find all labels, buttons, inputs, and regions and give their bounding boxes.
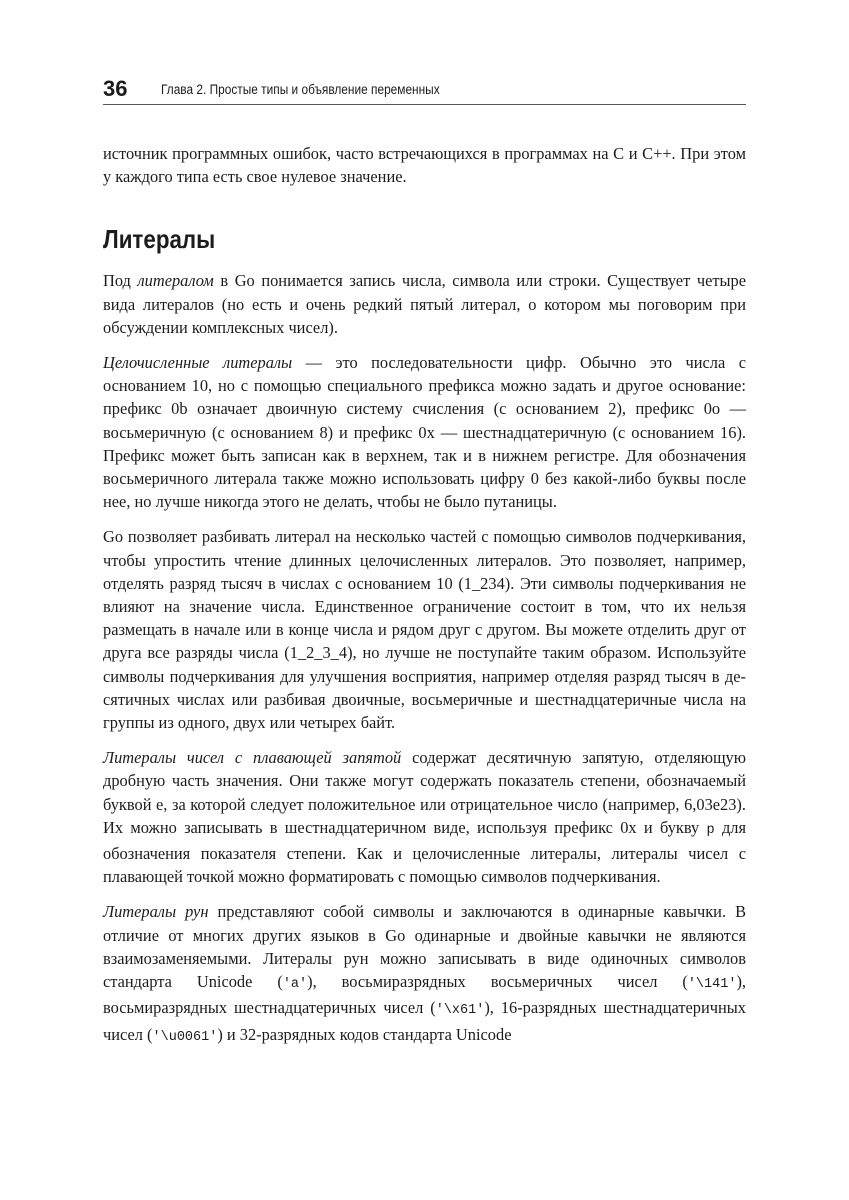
text-run: ) и 32-разрядных кодов стандарта Unicode [217, 1024, 512, 1044]
paragraph-underscores [103, 525, 746, 734]
paragraph-integer-literals [103, 351, 746, 513]
term-literal: литералом [137, 271, 214, 291]
text-run: — это последовательности цифр. Обычно это числа с основанием 10, но с помощью специального префикса можно задать и другое основание: префикс 0b означает двоичную систему счисления (с основанием 2), префикс 0o — восьмеричную (с основанием 8) и префикс 0x — шестнадцатеричную (с основанием 16). Префикс может быть записан как в верхнем, так и в нижнем регистре. Для обозначения восьмеричного литерала также можно использовать цифру 0 без какой-либо буквы после нее, но лучше никогда этого не делать, чтобы не было путаницы. [103, 353, 746, 512]
page-number: 36 [103, 76, 128, 101]
running-title: Глава 2. Простые типы и объявление переменных [161, 82, 440, 97]
term-integer-literals: Целочисленные литералы [103, 353, 293, 373]
paragraph-rune-literals [103, 900, 746, 1048]
text-run: ), восьмиразрядных шестнадцатеричных чисел ( [103, 972, 746, 1018]
paragraph-float-literals [103, 746, 746, 888]
section-heading: Литералы [103, 224, 216, 255]
code-rune-hex: '\x61' [435, 1003, 485, 1019]
term-rune-literals: Литералы рун [103, 902, 209, 922]
text-run: представляют собой символы и заключаются в одинарные кавычки. В отличие от многих других языков в Go одинарные и двойные кавычки не являются взаимозаменяемыми. Литералы рун можно записывать в виде одиночных символов стандарта Unicode ( [103, 902, 747, 992]
text-run: ), 16-разрядных шестнадцатеричных чисел ( [103, 998, 746, 1044]
text-run: ), восьмиразрядных восьмеричных чисел ( [307, 972, 688, 992]
paragraph-text: источник программных ошибок, часто встречающихся в программах на C и C++. При этом у каждого типа есть свое нулевое значение. [103, 144, 746, 187]
header-divider [103, 104, 746, 105]
code-rune-octal: '\141' [687, 977, 737, 993]
page-header [103, 76, 746, 104]
paragraph-continuation [103, 142, 746, 188]
text-run: Под [103, 271, 138, 291]
code-rune-unicode16: '\u0061' [152, 1029, 218, 1045]
paragraph-literals-intro [103, 269, 746, 339]
code-rune-a: 'a' [282, 977, 308, 993]
page-body [103, 142, 746, 1061]
code-p: p [706, 822, 715, 838]
text-run: содержат десятичную запятую, отделяющую дробную часть значения. Они также могут содержать показатель степени, обозначаемый буквой e, за которой следует положительное или отрицательное число (например, 6,03e23). Их можно записывать в шестнадцатеричном виде, используя префикс 0x и букву [103, 748, 746, 837]
paragraph-text: Go позволяет разбивать литерал на несколько частей с помощью символов подчеркивания, чтобы упростить чтение длинных целочисленных литералов. Это позволяет, например, отделять разряд тысяч в числах с основанием 10 (1_234). Эти символы подчеркивания не влияют на значение числа. Единственное ограничение состоит в том, что их нельзя размещать в начале или в конце числа и рядом друг с другом. Вы можете отделить друг от друга все разряды числа (1_2_3_4), но лучше не поступайте таким образом. Используйте символы подчеркивания для улучшения восприятия, например отделяя разряд тысяч в десятичных числах или разбивая двоичные, восьмеричные и шестнадцатеричные числа на группы из одного, двух или четырех байт. [103, 527, 746, 733]
text-run: в Go понимается запись числа, символа или строки. Существует четыре вида литералов (но есть и очень редкий пятый литерал, о котором мы поговорим при обсуждении комплексных чисел). [103, 271, 747, 337]
term-float-literals: Литералы чисел с плавающей запятой [103, 748, 402, 768]
text-run: для обозначения показателя степени. Как и целочисленные литералы, литералы чисел с плавающей точкой можно форматировать с помощью символов подчеркивания. [103, 817, 746, 887]
